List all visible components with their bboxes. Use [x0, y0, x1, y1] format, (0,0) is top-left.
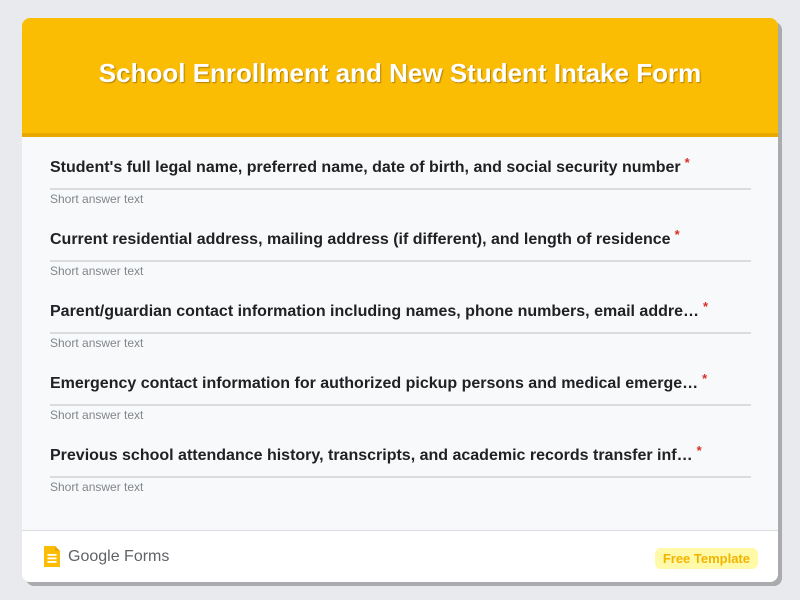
- input-placeholder: Short answer text: [50, 264, 144, 278]
- question-text: Student's full legal name, preferred name, date of birth, and social security number: [50, 159, 681, 176]
- required-asterisk: *: [696, 443, 702, 458]
- brand: [44, 546, 169, 567]
- question-text: Parent/guardian contact information including names, phone numbers, email addre…: [50, 303, 699, 320]
- form-title: School Enrollment and New Student Intake Form: [98, 58, 702, 88]
- input-placeholder: Short answer text: [50, 336, 144, 350]
- required-asterisk: *: [703, 299, 709, 314]
- google-forms-icon: [44, 546, 60, 567]
- question-label: [50, 155, 690, 177]
- brand-name: Google Forms: [68, 547, 170, 565]
- question-item: [50, 353, 751, 425]
- question-item: [50, 425, 751, 497]
- short-answer-input[interactable]: [50, 404, 751, 426]
- question-item: [50, 209, 751, 281]
- form-header: [22, 18, 778, 137]
- required-asterisk: *: [684, 155, 690, 170]
- input-placeholder: Short answer text: [50, 408, 144, 422]
- question-item: [50, 281, 751, 353]
- question-text: Current residential address, mailing address (if different), and length of residence: [50, 231, 671, 248]
- required-asterisk: *: [702, 371, 708, 386]
- input-placeholder: Short answer text: [50, 192, 144, 206]
- question-label: [50, 443, 702, 465]
- form-footer: [22, 530, 778, 582]
- question-text: Previous school attendance history, transcripts, and academic records transfer inf…: [50, 447, 693, 464]
- required-asterisk: *: [674, 227, 680, 242]
- short-answer-input[interactable]: [50, 188, 751, 210]
- question-item: [50, 137, 751, 209]
- question-list: [50, 137, 751, 497]
- free-template-badge: Free Template: [655, 548, 758, 569]
- form-card: [22, 18, 778, 582]
- input-placeholder: Short answer text: [50, 480, 144, 494]
- short-answer-input[interactable]: [50, 260, 751, 282]
- question-label: [50, 371, 708, 393]
- question-label: [50, 227, 680, 249]
- short-answer-input[interactable]: [50, 332, 751, 354]
- short-answer-input[interactable]: [50, 476, 751, 498]
- question-label: [50, 299, 709, 321]
- question-text: Emergency contact information for authorized pickup persons and medical emerge…: [50, 375, 699, 392]
